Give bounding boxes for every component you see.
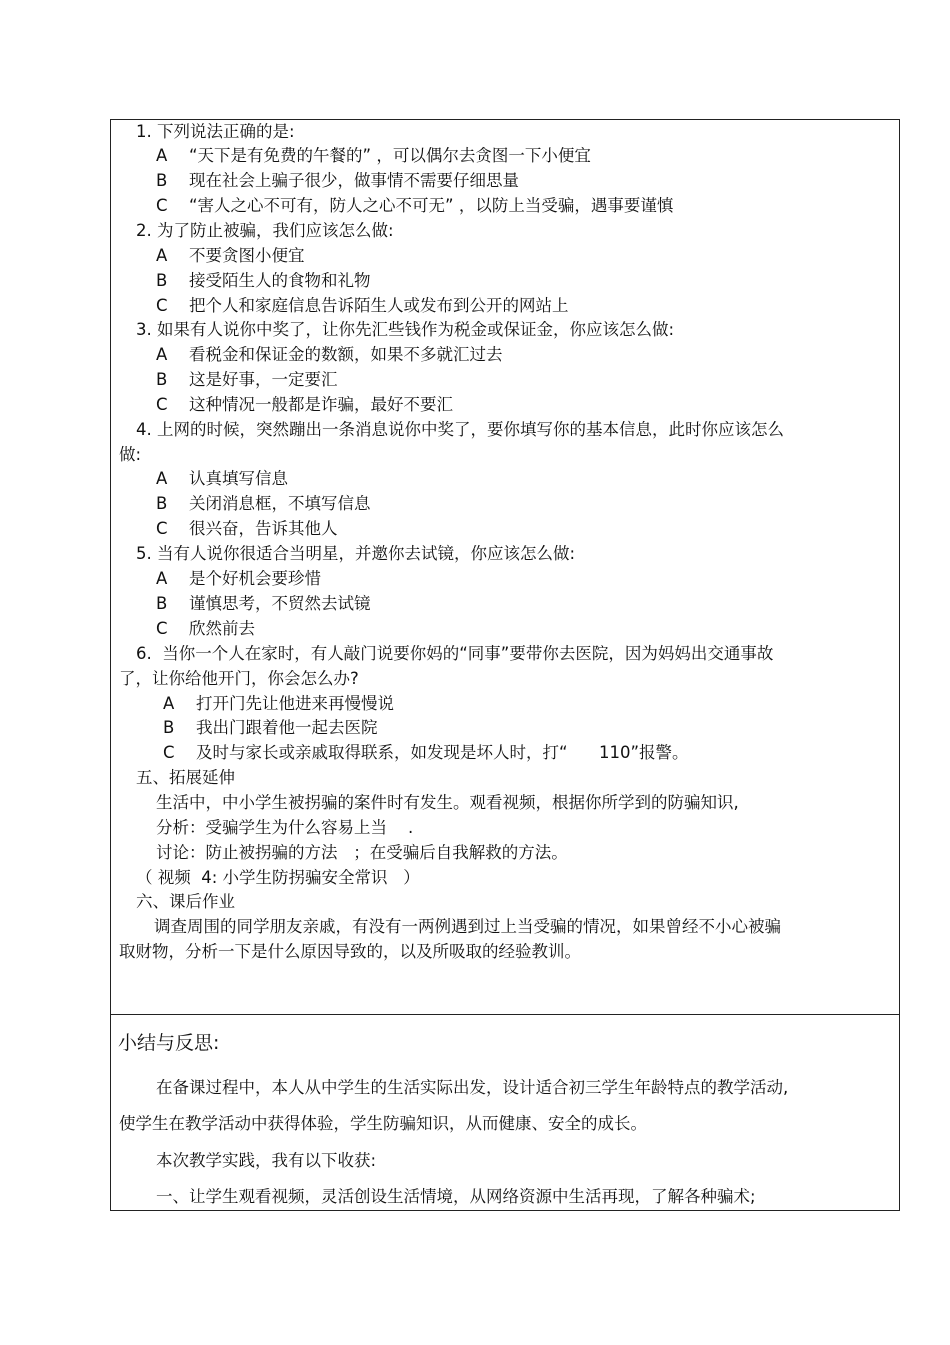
section-5-heading: 五、拓展延伸 [136,768,235,787]
question-4-option-a: A 认真填写信息 [156,469,288,488]
summary-line-1: 在备课过程中，本人从中学生的生活实际出发，设计适合初三学生年龄特点的教学活动, [156,1078,789,1097]
question-1-option-b: B 现在社会上骗子很少，做事情不需要仔细思量 [156,171,519,190]
question-1-option-a: A “天下是有免费的午餐的” ，可以偶尔去贪图一下小便宜 [156,146,591,165]
question-5-option-a: A 是个好机会要珍惜 [156,569,321,588]
question-6-option-a: A 打开门先让他进来再慢慢说 [163,694,394,713]
section-5-line-2: 分析：受骗学生为什么容易上当 . [156,818,414,837]
question-5-option-b: B 谨慎思考，不贸然去试镜 [156,594,371,613]
summary-line-3: 本次教学实践，我有以下收获: [156,1151,377,1170]
question-5-option-c: C 欣然前去 [156,619,255,638]
section-6-line-2: 取财物，分析一下是什么原因导致的，以及所吸取的经验教训。 [119,942,581,961]
question-4-stem: 4. 上网的时候，突然蹦出一条消息说你中奖了，要你填写你的基本信息，此时你应该怎么 [136,420,784,439]
question-1-option-c: C “害人之心不可有，防人之心不可无” ，以防上当受骗，遇事要谨慎 [156,196,674,215]
row-divider [111,1014,899,1015]
lesson-table [110,119,900,1211]
summary-line-2: 使学生在教学活动中获得体验，学生防骗知识，从而健康、安全的成长。 [119,1114,647,1133]
question-4-option-b: B 关闭消息框，不填写信息 [156,494,371,513]
summary-line-4: 一、让学生观看视频，灵活创设生活情境，从网络资源中生活再现，了解各种骗术; [156,1187,756,1206]
question-1-stem: 1. 下列说法正确的是: [136,122,295,141]
question-3-option-c: C 这种情况一般都是诈骗，最好不要汇 [156,395,453,414]
question-3-stem: 3. 如果有人说你中奖了，让你先汇些钱作为税金或保证金，你应该怎么做: [136,320,675,339]
question-2-option-c: C 把个人和家庭信息告诉陌生人或发布到公开的网站上 [156,296,569,315]
section-5-line-3: 讨论：防止被拐骗的方法 ；在受骗后自我解救的方法。 [156,843,568,862]
question-4-stem-continued: 做: [119,445,142,464]
section-5-line-1: 生活中，中小学生被拐骗的案件时有发生。观看视频，根据你所学到的防骗知识, [156,793,739,812]
question-6-option-b: B 我出门跟着他一起去医院 [163,718,378,737]
question-6-stem: 6. 当你一个人在家时，有人敲门说要你妈的“同事”要带你去医院，因为妈妈出交通事故 [136,644,774,663]
question-3-option-b: B 这是好事，一定要汇 [156,370,338,389]
section-6-heading: 六、课后作业 [136,892,235,911]
question-6-stem-continued: 了，让你给他开门，你会怎么办? [119,669,359,688]
section-6-line-1: 调查周围的同学朋友亲戚，有没有一两例遇到过上当受骗的情况，如果曾经不小心被骗 [154,917,781,936]
question-2-option-a: A 不要贪图小便宜 [156,246,305,265]
question-4-option-c: C 很兴奋，告诉其他人 [156,519,338,538]
question-6-option-c: C 及时与家长或亲戚取得联系，如发现是坏人时，打“ 110”报警。 [163,743,689,762]
summary-title: 小结与反思: [118,1032,220,1054]
section-5-video-note: （ 视频 4: 小学生防拐骗安全常识 ） [136,868,420,887]
question-5-stem: 5. 当有人说你很适合当明星，并邀你去试镜，你应该怎么做: [136,544,576,563]
question-2-stem: 2. 为了防止被骗，我们应该怎么做: [136,221,394,240]
question-3-option-a: A 看税金和保证金的数额，如果不多就汇过去 [156,345,503,364]
question-2-option-b: B 接受陌生人的食物和礼物 [156,271,371,290]
